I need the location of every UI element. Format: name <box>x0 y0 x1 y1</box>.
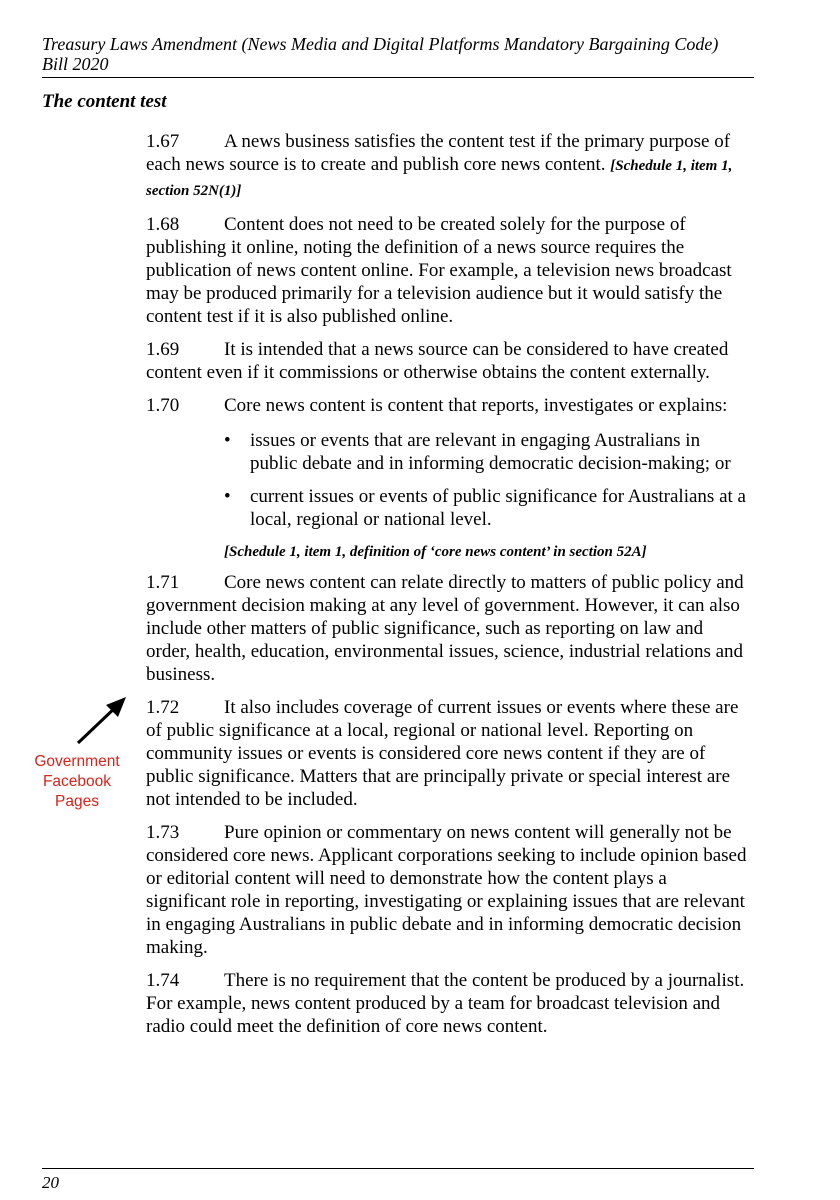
paragraph-number: 1.74 <box>146 970 180 991</box>
footer-rule <box>42 1168 754 1169</box>
paragraph-1-72 <box>146 696 748 811</box>
paragraph-number: 1.70 <box>146 395 180 416</box>
list-item <box>146 485 748 531</box>
annotation-line: Government <box>34 753 120 770</box>
paragraph-number: 1.68 <box>146 214 180 235</box>
arrow-up-right-icon <box>72 695 132 747</box>
paragraph-1-74 <box>146 969 748 1038</box>
annotation-line: Facebook <box>42 773 112 790</box>
bullet-text: issues or events that are relevant in engaging Australians in public debate and in informing democratic decision-making; or <box>250 430 731 474</box>
paragraph-text: Core news content can relate directly to matters of public policy and government decision making at any level of government. However, it can also include other matters of public significance, such as reporting on law and order, health, education, environmental issues, science, industrial relations and business. <box>146 572 744 685</box>
paragraph-number: 1.69 <box>146 339 180 360</box>
paragraph-1-67 <box>146 130 748 203</box>
document-header <box>42 34 802 74</box>
paragraph-text: Core news content is content that reports, investigates or explains: <box>224 395 728 416</box>
paragraph-1-69 <box>146 338 748 384</box>
paragraph-number: 1.67 <box>146 131 180 152</box>
paragraph-text: It is intended that a news source can be considered to have created content even if it commissions or otherwise obtains the content externally. <box>146 339 729 383</box>
paragraph-text: Content does not need to be created solely for the purpose of publishing it online, noting the definition of a news source requires the publication of news content online. For example, a television news broadcast may be produced primarily for a television audience but it would satisfy the content test if it is also published online. <box>146 214 732 327</box>
paragraph-text: Pure opinion or commentary on news content will generally not be considered core news. Applicant corporations seeking to include opinion based or editorial content will need to demonstrate how the content plays a significant role in reporting, investigating or explaining issues that are relevant in engaging Australians in public debate and in informing democratic decision making. <box>146 822 747 958</box>
header-title-line1: Treasury Laws Amendment (News Media and Digital Platforms Mandatory Bargaining Code) <box>42 34 719 54</box>
bullet-icon: • <box>224 430 231 451</box>
list-item <box>146 429 748 475</box>
paragraph-number: 1.73 <box>146 822 180 843</box>
bullet-text: current issues or events of public significance for Australians at a local, regional or national level. <box>250 486 746 530</box>
section-heading: The content test <box>42 91 167 112</box>
document-body <box>146 130 748 1048</box>
paragraph-1-70 <box>146 394 748 417</box>
bullet-icon: • <box>224 486 231 507</box>
header-rule <box>42 77 754 78</box>
paragraph-text: There is no requirement that the content be produced by a journalist. For example, news content produced by a team for broadcast television and radio could meet the definition of core news content. <box>146 970 745 1037</box>
header-title-line2: Bill 2020 <box>42 54 109 74</box>
paragraph-text: A news business satisfies the content test if the primary purpose of each news source is to create and publish core news content. <box>146 131 731 175</box>
paragraph-1-68 <box>146 213 748 328</box>
annotation-line: Pages <box>55 793 99 810</box>
paragraph-1-71 <box>146 571 748 686</box>
paragraph-number: 1.71 <box>146 572 180 593</box>
paragraph-number: 1.72 <box>146 697 180 718</box>
page-number: 20 <box>42 1173 59 1192</box>
citation: [Schedule 1, item 1, section 52N(1)] <box>146 158 733 199</box>
citation: [Schedule 1, item 1, definition of ‘core news content’ in section 52A] <box>224 544 647 560</box>
annotation-label <box>22 752 132 812</box>
bullet-list <box>146 429 748 531</box>
paragraph-text: It also includes coverage of current issues or events where these are of public significance at a local, regional or national level. Reporting on community issues or events is considered core news content if they are of public significance. Matters that are principally private or special interest are not intended to be included. <box>146 697 739 810</box>
paragraph-1-73 <box>146 821 748 959</box>
